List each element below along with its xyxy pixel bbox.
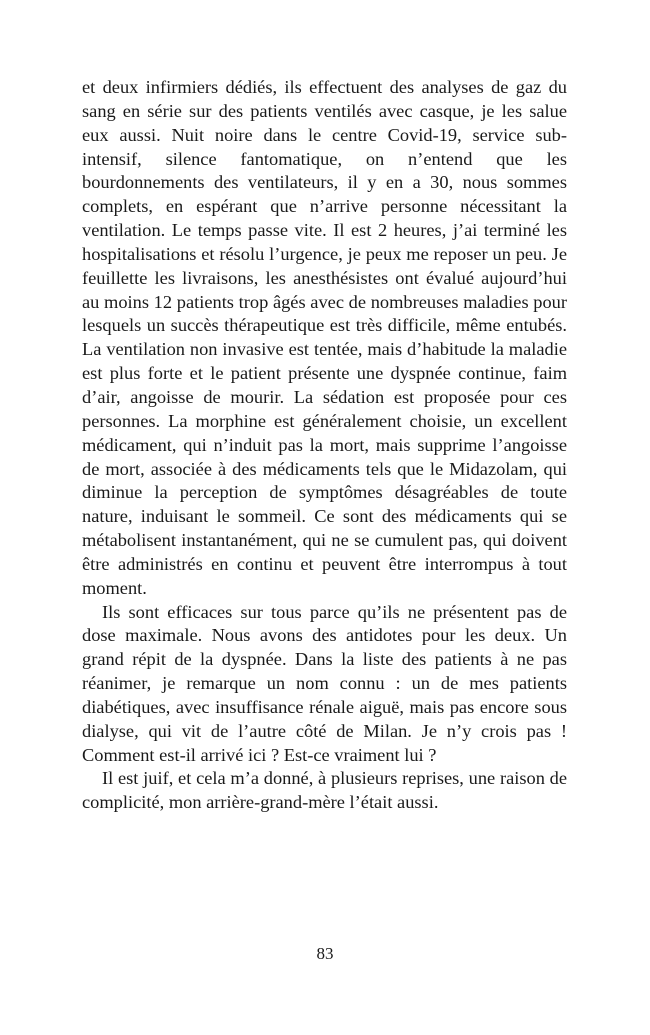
page-number: 83 — [316, 944, 334, 963]
paragraph-continued: et deux infirmiers dédiés, ils effectuent des analyses de gaz du sang en série sur des patients ventilés avec casque, je les salue eux aussi. Nuit noire dans le centre Covid-19, service sub-intensif, silence fantomatique, on n’entend que les bourdonnements des ventilateurs, il y en a 30, nous sommes complets, en espérant que n’arrive personne nécessitant la ventilation. Le temps passe vite. Il est 2 heures, j’ai terminé les hospitalisations et résolu l’urgence, je peux me reposer un peu. Je feuillette les livraisons, les anesthésistes ont évalué aujourd’hui au moins 12 patients trop âgés avec de nombreuses maladies pour lesquels un succès thérapeutique est très difficile, même entubés. La ventilation non invasive est tentée, mais d’habitude la maladie est plus forte et le patient présente une dyspnée continue, faim d’air, angoisse de mourir. La sédation est proposée pour ces personnes. La morphine est généralement choisie, un excellent médicament, qui n’induit pas la mort, mais supprime l’angoisse de mort, associée à des médicaments tels que le Midazolam, qui diminue la perception de symptômes désagréables de toute nature, induisant le sommeil. Ce sont des médicaments qui se métabolisent instantanément, qui ne se cumulent pas, qui doivent être administrés en continu et peuvent être interrompus à tout moment. — [82, 77, 567, 598]
paragraph: Il est juif, et cela m’a donné, à plusieurs reprises, une raison de complicité, mon arrière-grand-mère l’était aussi. — [82, 768, 567, 813]
body-text — [82, 76, 567, 815]
paragraph: Ils sont efficaces sur tous parce qu’ils ne présentent pas de dose maximale. Nous avons des antidotes pour les deux. Un grand répit de la dyspnée. Dans la liste des patients à ne pas réanimer, je remarque un nom connu : un de mes patients diabétiques, avec insuffisance rénale aiguë, mais pas encore sous dialyse, qui vit de l’autre côté de Milan. Je n’y crois pas ! Comment est-il arrivé ici ? Est-ce vraiment lui ? — [82, 601, 567, 765]
